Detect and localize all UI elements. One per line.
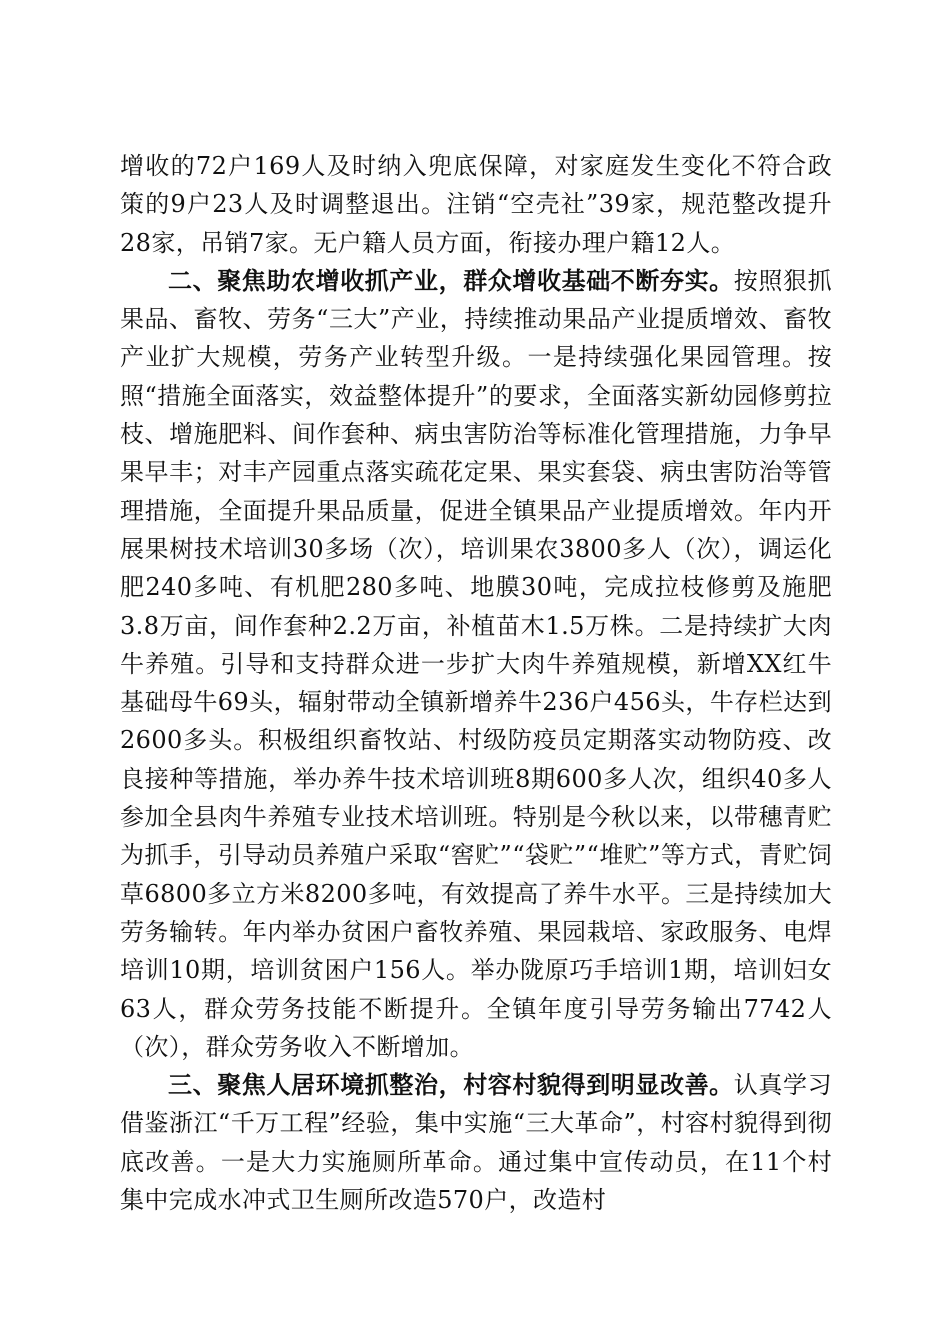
paragraph-industry bbox=[120, 262, 832, 1066]
section-body-environment: 认真学习借鉴浙江“千万工程”经验，集中实施“三大革命”，村容村貌得到彻底改善。一是大力实施厕所革命。通过集中宣传动员，在11个村集中完成水冲式卫生厕所改造570户，改造村 bbox=[120, 1071, 832, 1215]
section-heading-industry: 二、聚焦助农增收抓产业，群众增收基础不断夯实。 bbox=[168, 266, 734, 295]
paragraph-environment bbox=[120, 1066, 832, 1219]
section-heading-environment: 三、聚焦人居环境抓整治，村容村貌得到明显改善。 bbox=[168, 1071, 734, 1100]
document-page bbox=[120, 147, 832, 1219]
paragraph-continuation: 增收的72户169人及时纳入兜底保障，对家庭发生变化不符合政策的9户23人及时调整退出。注销“空壳社”39家，规范整改提升28家，吊销7家。无户籍人员方面，衔接办理户籍12人。 bbox=[120, 152, 832, 257]
section-body-industry: 按照狠抓果品、畜牧、劳务“三大”产业，持续推动果品产业提质增效、畜牧产业扩大规模，劳务产业转型升级。一是持续强化果园管理。按照“措施全面落实，效益整体提升”的要求，全面落实新幼园修剪拉枝、增施肥料、间作套种、病虫害防治等标准化管理措施，力争早果早丰；对丰产园重点落实疏花定果、果实套袋、病虫害防治等管理措施，全面提升果品质量，促进全镇果品产业提质增效。年内开展果树技术培训30多场（次），培训果农3800多人（次），调运化肥240多吨、有机肥280多吨、地膜30吨，完成拉枝修剪及施肥3.8万亩，间作套种2.2万亩，补植苗木1.5万株。二是持续扩大肉牛养殖。引导和支持群众进一步扩大肉牛养殖规模，新增XX红牛基础母牛69头，辐射带动全镇新增养牛236户456头，牛存栏达到2600多头。积极组织畜牧站、村级防疫员定期落实动物防疫、改良接种等措施，举办养牛技术培训班8期600多人次，组织40多人参加全县肉牛养殖专业技术培训班。特别是今秋以来，以带穗青贮为抓手，引导动员养殖户采取“窖贮”“袋贮”“堆贮”等方式，青贮饲草6800多立方米8200多吨，有效提高了养牛水平。三是持续加大劳务输转。年内举办贫困户畜牧养殖、果园栽培、家政服务、电焊培训10期，培训贫困户156人。举办陇原巧手培训1期，培训妇女63人，群众劳务技能不断提升。全镇年度引导劳务输出7742人（次），群众劳务收入不断增加。 bbox=[120, 266, 832, 1061]
